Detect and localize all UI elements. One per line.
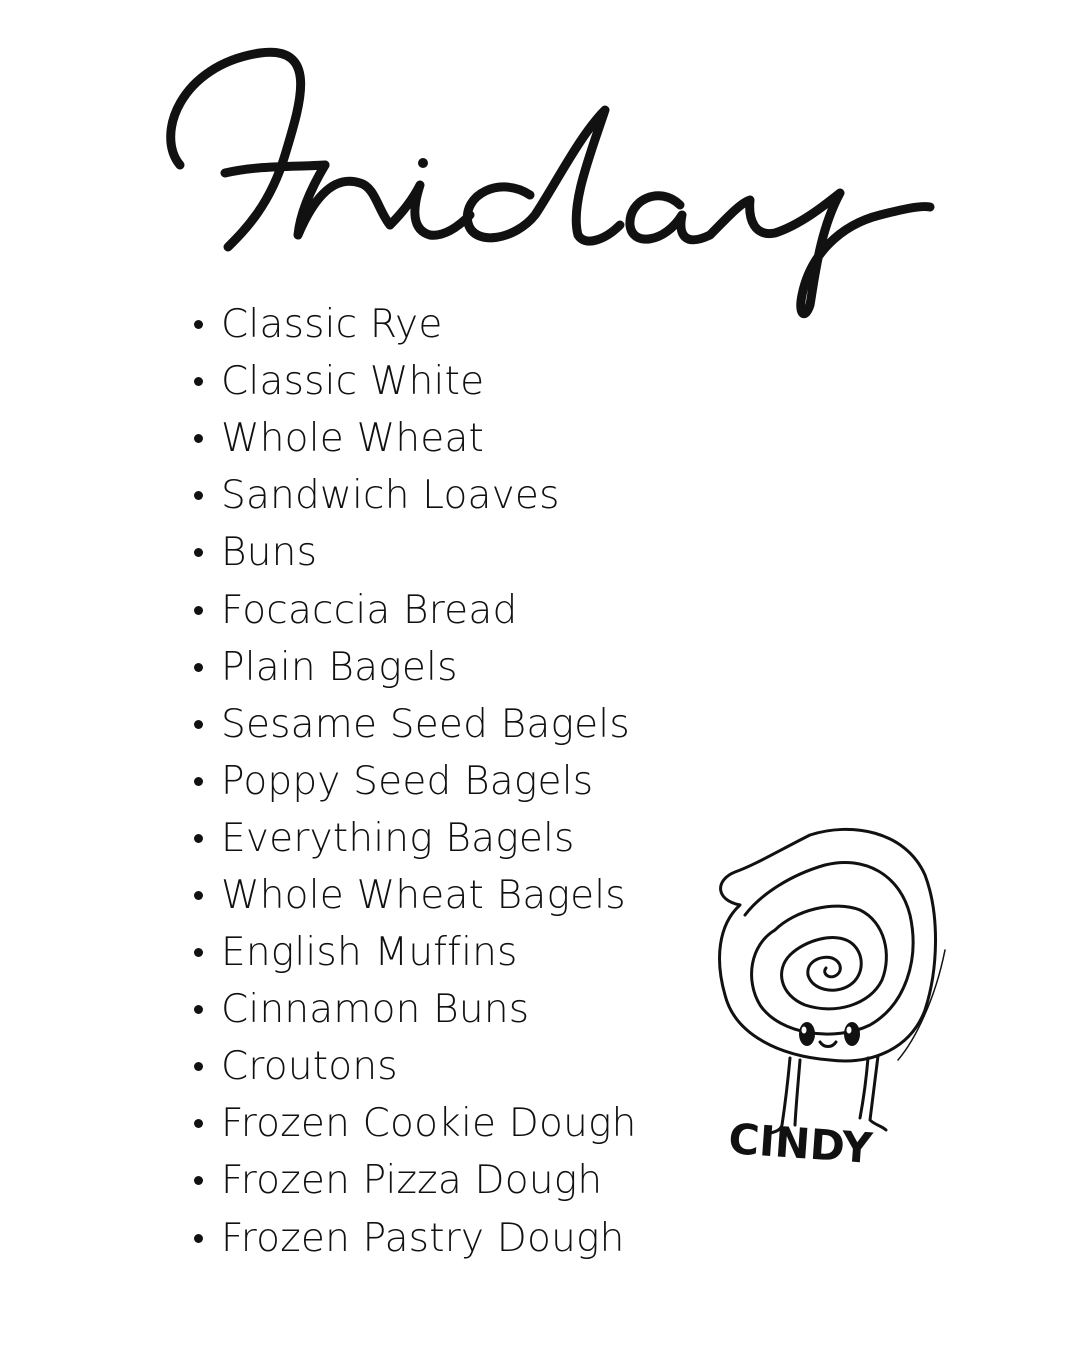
bullet	[194, 606, 203, 615]
list-item-label: English Muffins	[221, 930, 518, 976]
list-item	[194, 810, 637, 867]
list-item-label: Croutons	[221, 1044, 398, 1090]
list-item-label: Everything Bagels	[221, 815, 575, 861]
list-item	[194, 524, 637, 581]
bullet	[194, 491, 203, 500]
list-item-label: Frozen Pastry Dough	[221, 1215, 625, 1261]
list-item-label: Plain Bagels	[221, 644, 458, 690]
list-item	[194, 410, 637, 467]
list-item	[194, 467, 637, 524]
list-item	[194, 639, 637, 696]
bullet	[194, 1005, 203, 1014]
list-item	[194, 1038, 637, 1095]
bullet	[194, 948, 203, 957]
bullet	[194, 377, 203, 386]
list-item-label: Focaccia Bread	[221, 587, 518, 633]
bullet	[194, 1062, 203, 1071]
bullet	[194, 720, 203, 729]
list-item-label: Buns	[221, 530, 318, 576]
list-item	[194, 753, 637, 810]
cinnamon-bun-mascot-icon	[700, 820, 970, 1180]
list-item	[194, 696, 637, 753]
bullet	[194, 1176, 203, 1185]
bullet	[194, 1119, 203, 1128]
list-item-label: Sandwich Loaves	[221, 473, 560, 519]
bullet	[194, 891, 203, 900]
list-item-label: Cinnamon Buns	[221, 987, 530, 1033]
list-item-label: Classic Rye	[221, 302, 443, 348]
list-item-label: Sesame Seed Bagels	[221, 701, 630, 747]
bullet	[194, 434, 203, 443]
cindy-mascot-illustration	[700, 820, 970, 1180]
mascot-name: CINDY	[726, 1114, 874, 1173]
bread-list	[194, 296, 637, 1267]
list-item	[194, 581, 637, 638]
list-item	[194, 353, 637, 410]
list-item-label: Whole Wheat Bagels	[221, 872, 626, 918]
list-item	[194, 296, 637, 353]
list-item	[194, 867, 637, 924]
list-item-label: Whole Wheat	[221, 416, 485, 462]
bullet	[194, 777, 203, 786]
bullet	[194, 548, 203, 557]
list-item	[194, 1210, 637, 1267]
list-item-label: Poppy Seed Bagels	[221, 758, 594, 804]
list-item	[194, 1095, 637, 1152]
bullet	[194, 834, 203, 843]
list-item	[194, 1152, 637, 1209]
list-item-label: Frozen Cookie Dough	[221, 1101, 637, 1147]
list-item	[194, 981, 637, 1038]
bullet	[194, 663, 203, 672]
list-item	[194, 924, 637, 981]
list-item-label: Classic White	[221, 359, 485, 405]
bullet	[194, 1234, 203, 1243]
list-item-label: Frozen Pizza Dough	[221, 1158, 603, 1204]
bullet	[194, 320, 203, 329]
